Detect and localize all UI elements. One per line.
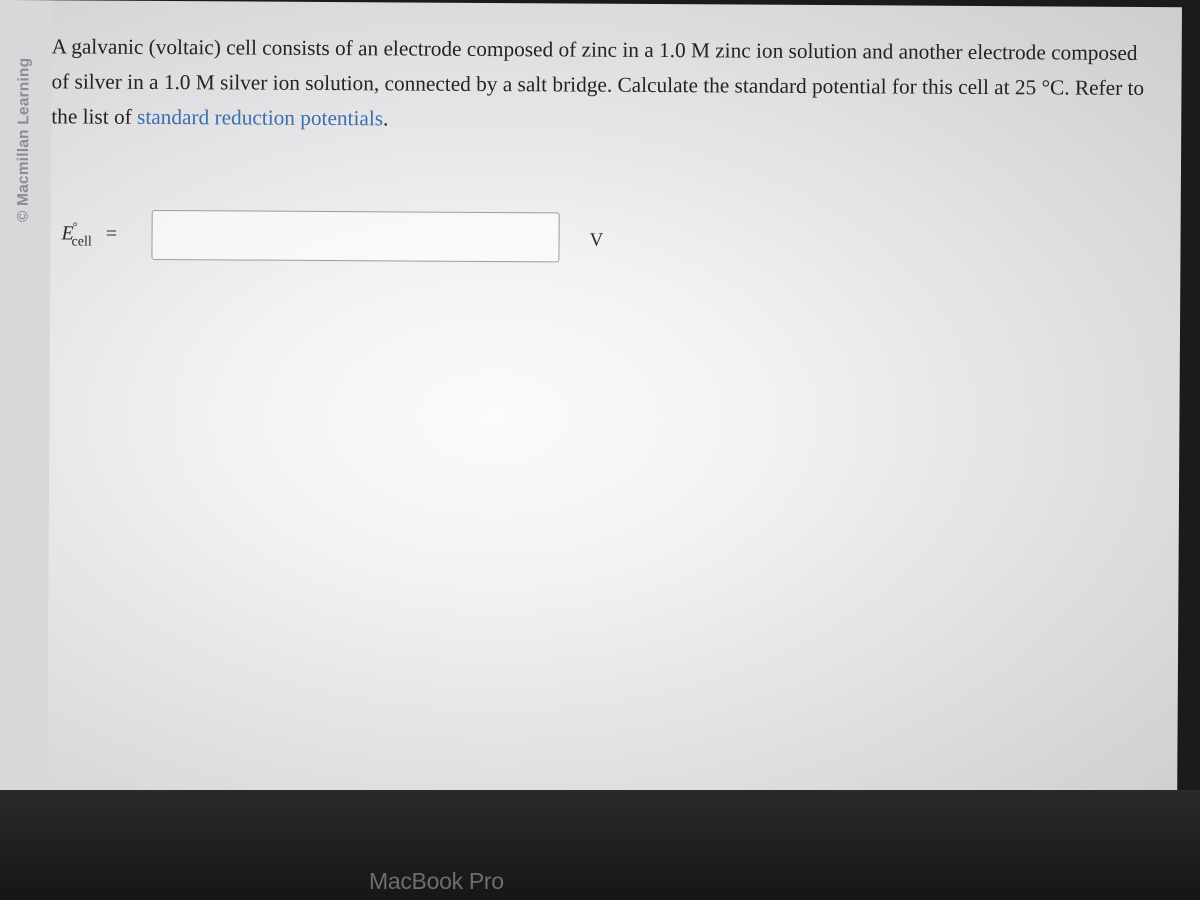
ecell-label [61,219,118,250]
question-body: A galvanic (voltaic) cell consists of an electrode composed of zinc in a 1.0 M zinc ion solution and another electrode composed of silver in a 1.0 M silver ion solution, connected by a salt bridge. Calculate the standard potential for this cell at 25 °C. Refer to the list of [51,34,1145,129]
macbook-pro-label: MacBook Pro [369,868,504,894]
standard-reduction-potentials-link[interactable]: standard reduction potentials [136,104,384,131]
question-text [51,29,1160,141]
ecell-answer-input[interactable] [151,210,559,262]
degree-symbol: ° [72,219,78,234]
side-strip [0,0,52,798]
macmillan-watermark: © Macmillan Learning [14,57,33,223]
equals-sign: = [105,222,118,245]
answer-row [58,206,658,268]
ecell-subscript: cell [71,234,92,250]
unit-label: V [589,229,604,251]
question-end: . [383,106,389,131]
laptop-bezel [0,790,1200,900]
ecell-symbol: E [61,222,74,245]
